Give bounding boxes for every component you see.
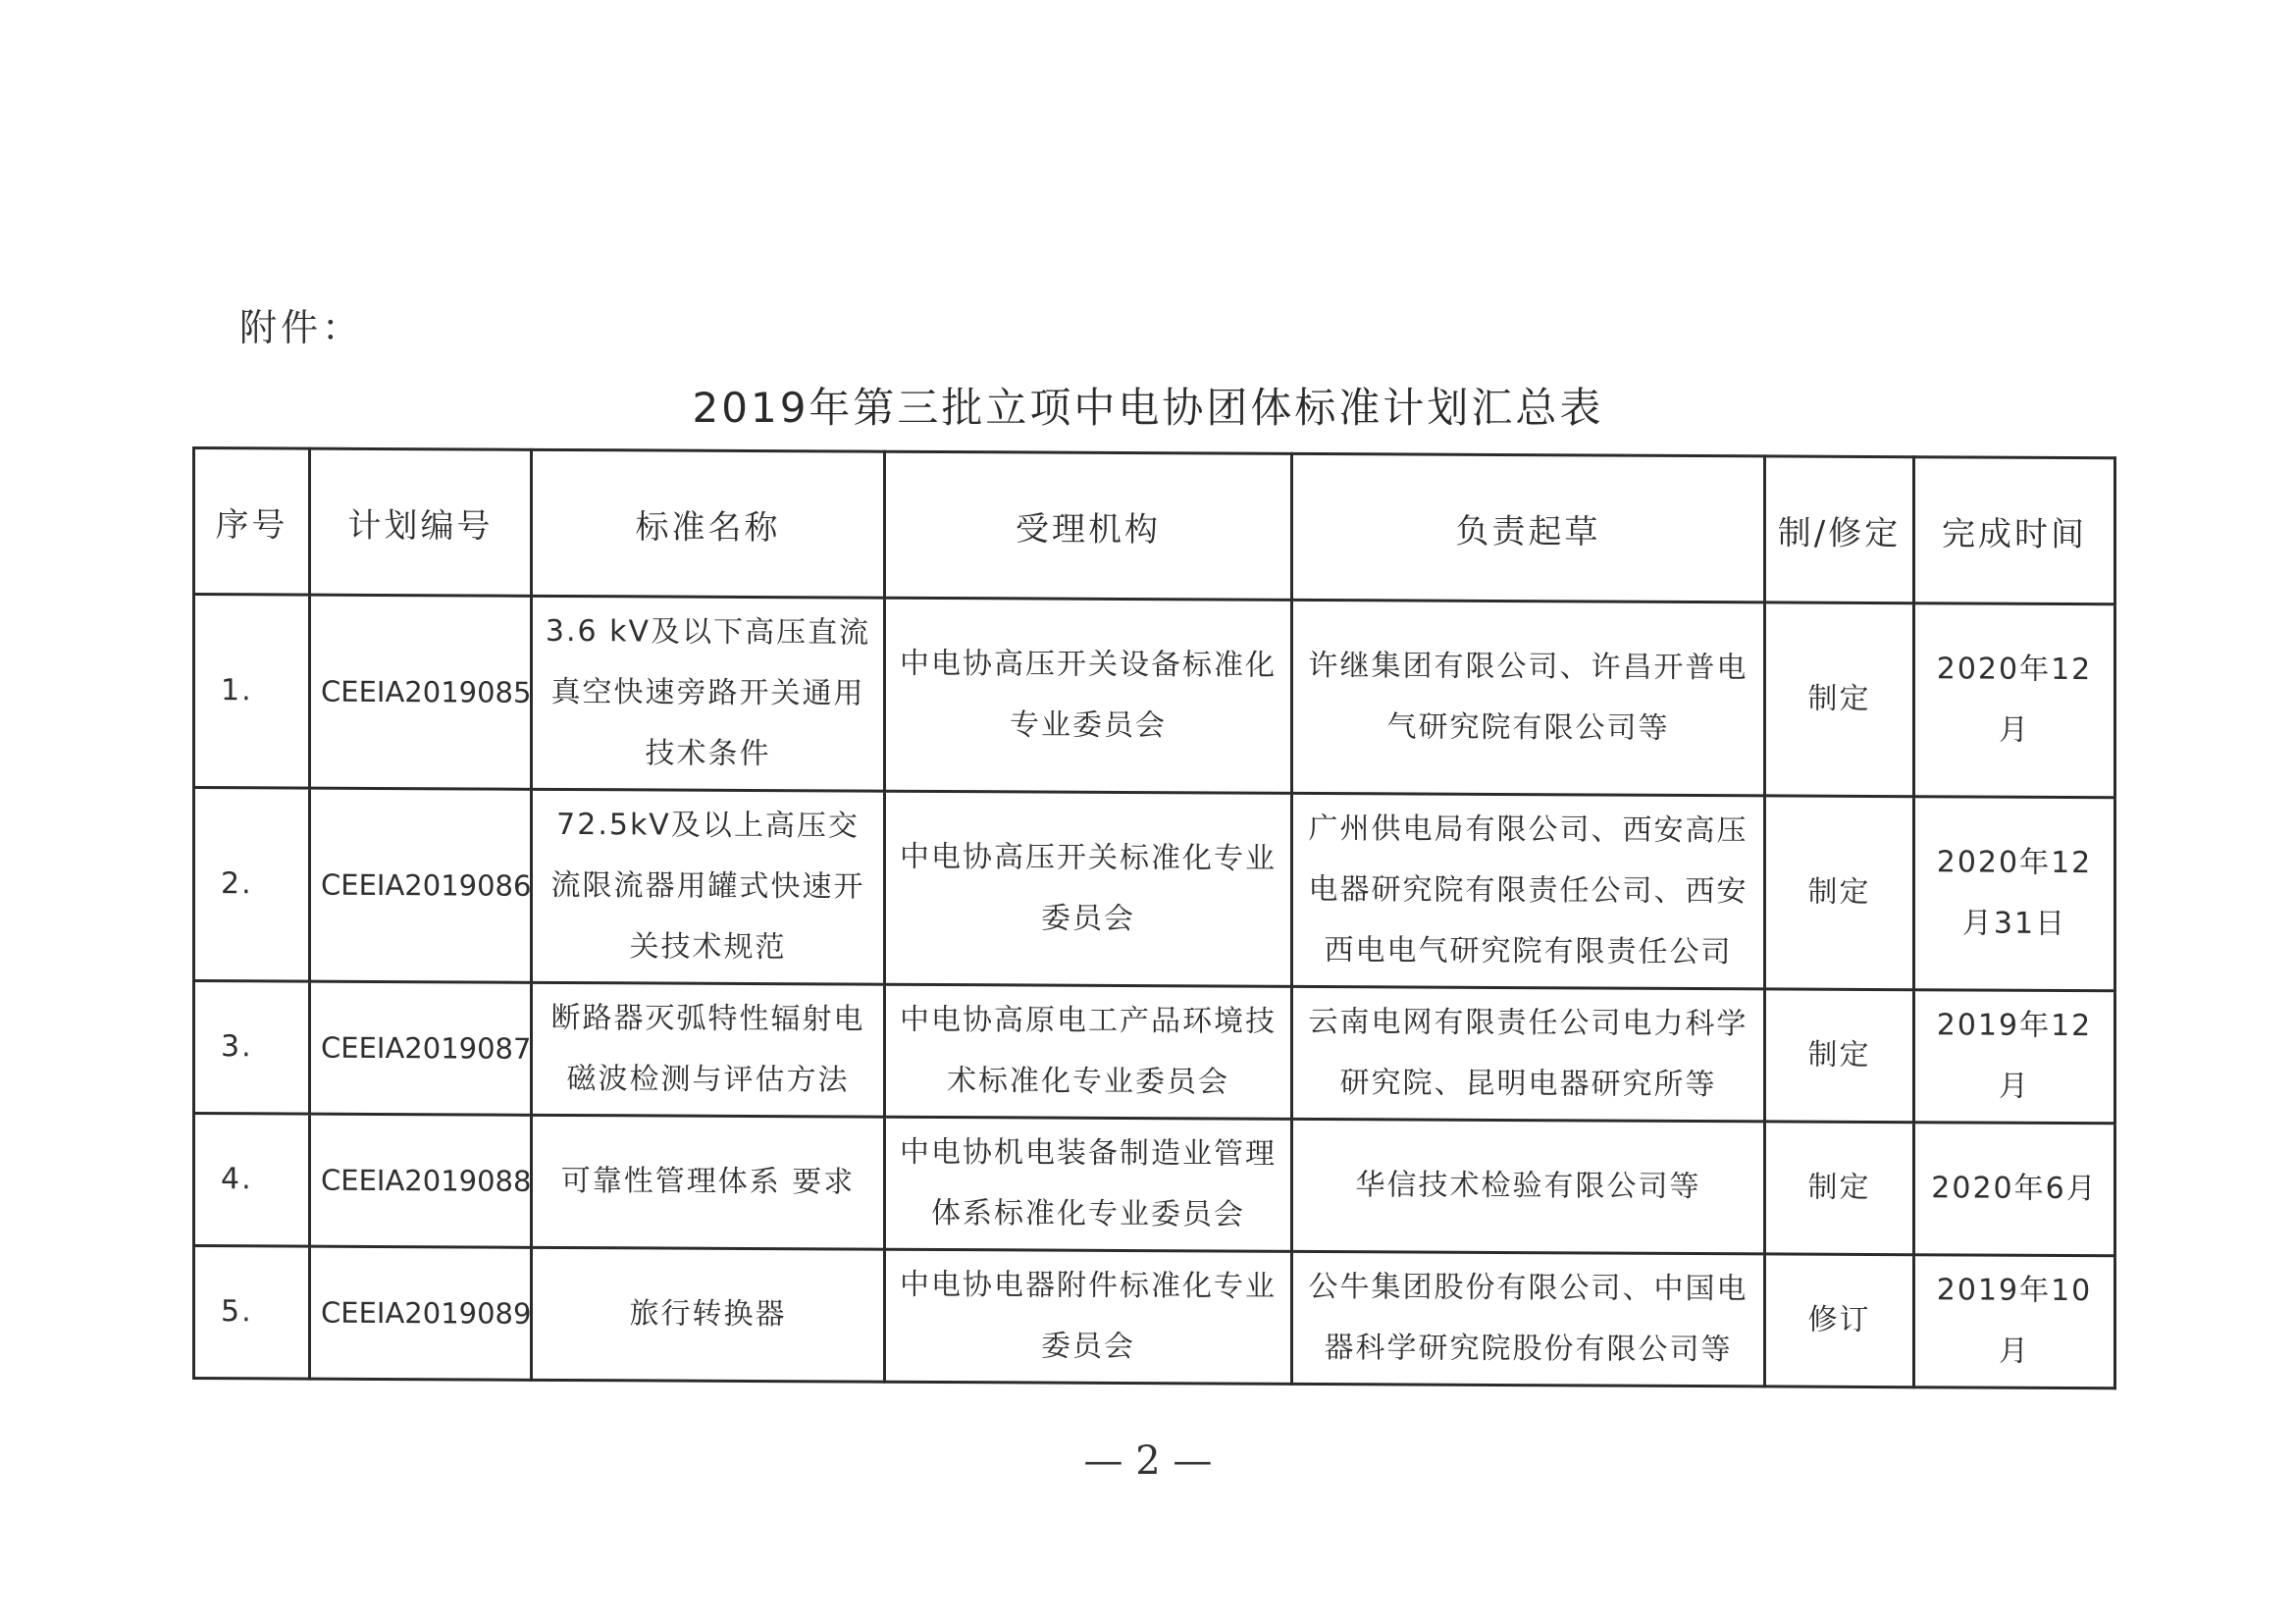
cell-standard-name: 3.6 kV及以下高压直流真空快速旁路开关通用技术条件 — [532, 596, 885, 791]
cell-type: 制定 — [1765, 989, 1914, 1123]
table-row — [194, 1246, 2115, 1388]
cell-drafter: 许继集团有限公司、许昌开普电气研究院有限公司等 — [1292, 600, 1765, 796]
cell-organization: 中电协电器附件标准化专业委员会 — [885, 1249, 1292, 1384]
header-plan-code: 计划编号 — [310, 448, 532, 596]
cell-drafter: 华信技术检验有限公司等 — [1292, 1119, 1765, 1254]
header-type: 制/修定 — [1765, 456, 1914, 603]
header-drafter: 负责起草 — [1292, 453, 1765, 602]
table-header-row — [194, 448, 2115, 604]
cell-due-date: 2019年12月 — [1914, 990, 2115, 1124]
cell-organization: 中电协高原电工产品环境技术标准化专业委员会 — [885, 984, 1292, 1119]
cell-seq: 4. — [194, 1114, 310, 1247]
cell-plan-code: CEEIA2019089 — [310, 1246, 532, 1380]
cell-due-date: 2020年12月 — [1914, 603, 2115, 798]
header-standard-name: 标准名称 — [532, 449, 885, 598]
cell-seq: 1. — [194, 595, 310, 789]
cell-standard-name: 断路器灭弧特性辐射电磁波检测与评估方法 — [532, 982, 885, 1117]
cell-type: 修订 — [1765, 1254, 1914, 1387]
cell-seq: 3. — [194, 981, 310, 1115]
header-due-date: 完成时间 — [1914, 457, 2115, 604]
table-row — [194, 788, 2115, 991]
cell-seq: 5. — [194, 1246, 310, 1380]
cell-organization: 中电协高压开关设备标准化专业委员会 — [885, 598, 1292, 793]
header-organization: 受理机构 — [885, 451, 1292, 600]
page-title: 2019年第三批立项中电协团体标准计划汇总表 — [692, 384, 1604, 432]
table-row — [194, 595, 2115, 798]
cell-due-date: 2019年10月 — [1914, 1255, 2115, 1388]
cell-plan-code: CEEIA2019086 — [310, 788, 532, 982]
cell-due-date: 2020年12月31日 — [1914, 797, 2115, 991]
cell-drafter: 广州供电局有限公司、西安高压电器研究院有限责任公司、西安西电电气研究院有限责任公司 — [1292, 793, 1765, 989]
cell-organization: 中电协机电装备制造业管理体系标准化专业委员会 — [885, 1117, 1292, 1251]
cell-plan-code: CEEIA2019088 — [310, 1114, 532, 1247]
cell-type: 制定 — [1765, 796, 1914, 990]
cell-standard-name: 可靠性管理体系 要求 — [532, 1115, 885, 1249]
standards-plan-table — [192, 446, 2116, 1389]
header-seq: 序号 — [194, 448, 310, 596]
table-row — [194, 981, 2115, 1124]
cell-drafter: 云南电网有限责任公司电力科学研究院、昆明电器研究所等 — [1292, 986, 1765, 1122]
attachment-label: 附件： — [239, 306, 364, 349]
cell-plan-code: CEEIA2019085 — [310, 595, 532, 789]
cell-type: 制定 — [1765, 1122, 1914, 1255]
cell-plan-code: CEEIA2019087 — [310, 981, 532, 1115]
cell-standard-name: 旅行转换器 — [532, 1247, 885, 1382]
cell-type: 制定 — [1765, 602, 1914, 797]
cell-due-date: 2020年6月 — [1914, 1123, 2115, 1256]
table-row — [194, 1114, 2115, 1256]
cell-standard-name: 72.5kV及以上高压交流限流器用罐式快速开关技术规范 — [532, 789, 885, 984]
cell-seq: 2. — [194, 788, 310, 982]
page-number: — 2 — — [1083, 1439, 1213, 1484]
cell-organization: 中电协高压开关标准化专业委员会 — [885, 791, 1292, 986]
cell-drafter: 公牛集团股份有限公司、中国电器科学研究院股份有限公司等 — [1292, 1251, 1765, 1387]
